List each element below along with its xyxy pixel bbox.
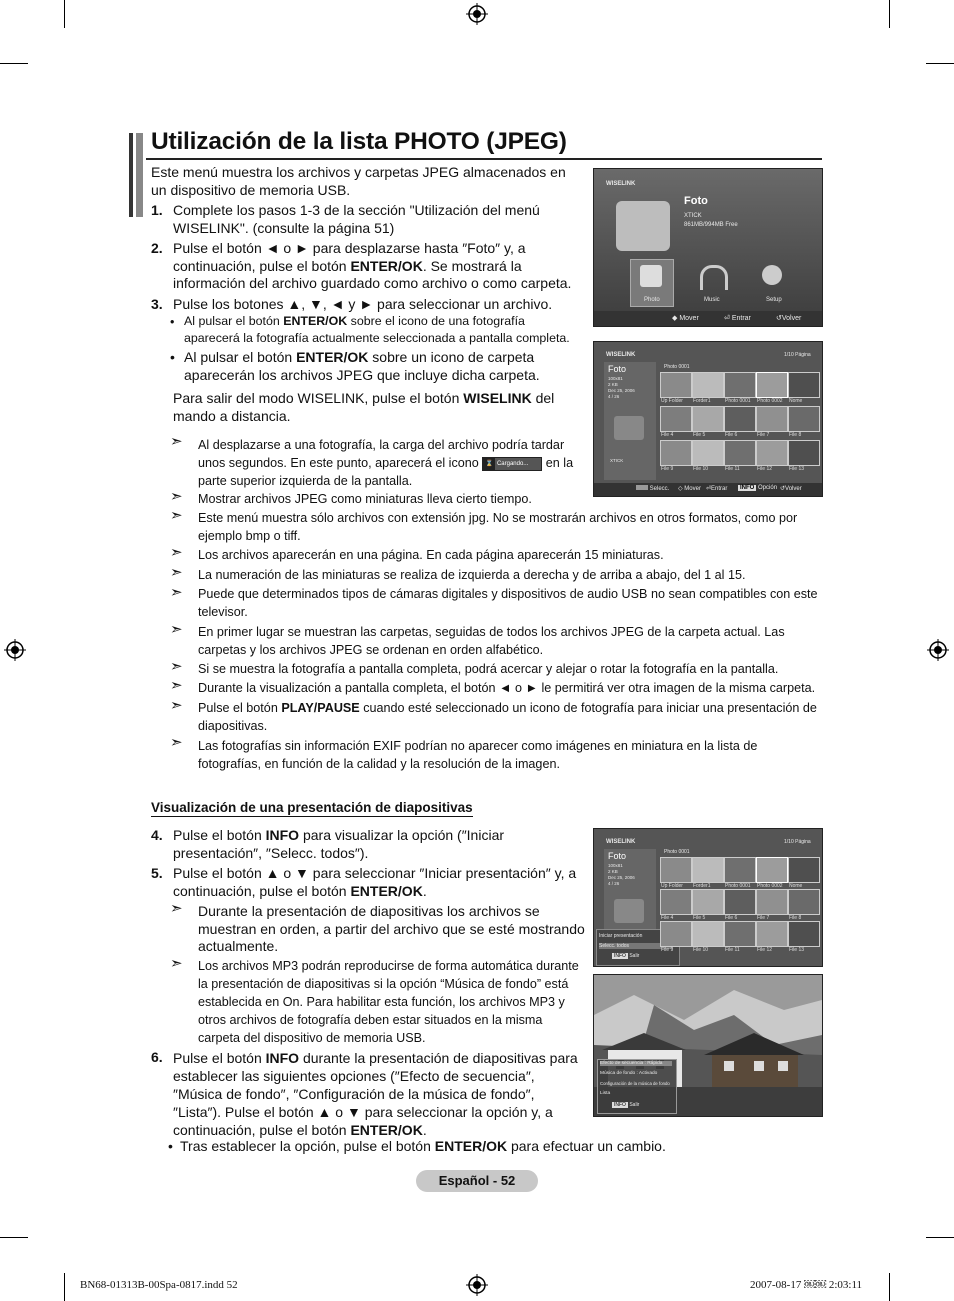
note-arrow-icon: ➣: [170, 734, 183, 751]
photo-thumbnail[interactable]: [756, 406, 788, 432]
note-text: Las fotografías sin información EXIF podrían no aparecer como imágenes en miniatura en la lista de fotografías, en función de la calidad y la resolución de la imagen.: [198, 739, 758, 771]
loading-indicator-icon: ⌛ Cargando...: [482, 457, 542, 471]
thumbnail-label: File 8: [789, 915, 802, 921]
thumbnail-label: File 6: [725, 432, 738, 438]
note-arrow-icon: ➣: [170, 900, 183, 917]
note-text: Mostrar archivos JPEG como miniaturas lleva cierto tiempo.: [198, 492, 532, 506]
menu-item-background-music[interactable]: Música de fondo : Activado: [600, 1071, 658, 1076]
thumbnail-label: Up Folder: [661, 883, 683, 889]
registration-mark-icon: [927, 639, 949, 661]
note-text: Durante la visualización a pantalla completa, el botón ◄ o ► le permitirá ver otra imagen de la misma carpeta.: [198, 681, 816, 695]
bullet-text: Al pulsar el botón ENTER/OK sobre el icono de una fotografía aparecerá la fotografía actualmente seleccionada a pantalla completa.: [184, 314, 570, 345]
step-number: 1.: [151, 202, 163, 218]
bullet-text: Al pulsar el botón ENTER/OK sobre un icono de carpeta aparecerán los archivos JPEG que incluye dicha carpeta.: [184, 349, 540, 383]
slug-left: BN68-01313B-00Spa-0817.indd 52: [80, 1279, 238, 1291]
step-number: 2.: [151, 240, 163, 256]
thumbnail-label: File 5: [693, 432, 706, 438]
thumbnail-label: File 8: [789, 432, 802, 438]
thumbnail-label: File 10: [693, 466, 709, 472]
photo-thumbnail[interactable]: [660, 889, 692, 915]
photo-thumbnail[interactable]: [660, 406, 692, 432]
step-text: Pulse el botón ▲ o ▼ para seleccionar ″Iniciar presentación″ y, a continuación, pulse el botón ENTER/OK.: [173, 865, 577, 899]
photo-thumbnail[interactable]: [756, 440, 788, 466]
photo-thumbnail[interactable]: [724, 857, 756, 883]
screenshot-slideshow-photo: [593, 974, 823, 1117]
step-text: Pulse el botón INFO para visualizar la opción (″Iniciar presentación″, ″Selecc. todos″).: [173, 827, 505, 861]
nav-option: INFO Opción: [740, 485, 778, 491]
step-number: 6.: [151, 1049, 163, 1065]
step-text: Complete los pasos 1-3 de la sección "Utilización del menú WISELINK". (consulte la página 51): [173, 202, 540, 236]
thumbnail-label: Up Folder: [661, 398, 683, 404]
title-accent-bar: [136, 133, 143, 217]
camera-icon: [614, 899, 644, 923]
note-arrow-icon: ➣: [170, 564, 183, 581]
nav-select: Selecc.: [636, 485, 669, 492]
registration-mark-icon: [466, 3, 488, 25]
photo-album-icon: [616, 201, 670, 251]
note-arrow-icon: ➣: [170, 621, 183, 638]
screenshot-photo-list: [593, 341, 823, 497]
nav-back: ↺Volver: [776, 315, 802, 322]
thumbnail-label: Nome: [789, 883, 803, 889]
camera-icon: [614, 416, 644, 440]
crop-mark: [0, 1237, 28, 1238]
note-text: Si se muestra la fotografía a pantalla completa, podrá acercar y alejar o rotar la fotografía en la pantalla.: [198, 662, 779, 676]
thumbnail-label: File 9: [661, 947, 674, 953]
note-text: Durante la presentación de diapositivas los archivos se muestran en orden, a partir del archivo que se esté mostrando actualmente.: [198, 903, 585, 954]
title-accent-bar: [129, 133, 133, 217]
crop-mark: [889, 1273, 890, 1301]
step-number: 3.: [151, 296, 163, 312]
bullet-marker: •: [170, 315, 175, 329]
nav-back: ↺Volver: [780, 486, 802, 492]
device-name: XTICK: [684, 213, 702, 219]
exit-note: Para salir del modo WISELINK, pulse el botón WISELINK del mando a distancia.: [173, 390, 555, 424]
note-arrow-icon: ➣: [170, 584, 183, 601]
thumbnail-label: File 5: [693, 915, 706, 921]
photo-thumbnail[interactable]: [788, 406, 820, 432]
intro-text: Este menú muestra los archivos y carpetas JPEG almacenados en un dispositivo de memoria USB.: [151, 164, 566, 198]
folder-path: Photo 0001: [664, 849, 690, 855]
crop-mark: [64, 0, 65, 28]
thumbnail-label: Nome: [789, 398, 803, 404]
step-text: Pulse el botón ◄ o ► para desplazarse hasta ″Foto″ y, a continuación, pulse el botón ENTER/OK. Se mostrará la información del archivo guardado como archivo o como carpeta.: [173, 240, 572, 291]
photo-thumbnail[interactable]: [660, 372, 692, 398]
photo-thumbnail[interactable]: [724, 440, 756, 466]
note-arrow-icon: ➣: [170, 677, 183, 694]
note-arrow-icon: ➣: [170, 544, 183, 561]
setup-tab-icon[interactable]: [762, 265, 782, 285]
thumbnail-label: File 7: [757, 432, 770, 438]
screen-heading: Foto: [608, 851, 627, 861]
photo-tab-icon: [640, 265, 662, 287]
thumbnail-label: File 12: [757, 466, 773, 472]
menu-item-transition-effect[interactable]: Efecto de secuencia : Rápida: [600, 1061, 672, 1066]
photo-thumbnail[interactable]: [724, 889, 756, 915]
photo-thumbnail[interactable]: [692, 440, 724, 466]
note-arrow-icon: ➣: [170, 488, 183, 505]
step-number: 4.: [151, 827, 163, 843]
thumbnail-label: Forder1: [693, 398, 711, 404]
thumbnail-label: File 13: [789, 947, 805, 953]
bullet-text: Tras establecer la opción, pulse el botón ENTER/OK para efectuar un cambio.: [180, 1138, 666, 1154]
note-arrow-icon: ➣: [170, 433, 183, 450]
registration-mark-icon: [466, 1274, 488, 1296]
crop-mark: [926, 63, 954, 64]
note-text: En primer lugar se muestran las carpetas, seguidas de todos los archivos JPEG de la carpeta actual. Las carpetas y los archivos JPEG se ordenan en orden alfabético.: [198, 625, 785, 657]
wiselink-logo: WISELINK: [606, 839, 636, 845]
bullet-marker: •: [168, 1138, 173, 1154]
photo-thumbnail[interactable]: [724, 921, 756, 947]
music-tab-label: Music: [704, 297, 720, 303]
setup-tab-label: Setup: [766, 297, 782, 303]
folder-path: Photo 0001: [664, 364, 690, 370]
wiselink-logo: WISELINK: [606, 181, 636, 187]
bullet-marker: •: [170, 349, 175, 365]
nav-enter: ⏎Entrar: [706, 486, 728, 492]
menu-item-music-settings[interactable]: Configuración de la música de fondo: [600, 1081, 670, 1086]
photo-tab-label: Photo: [644, 297, 660, 303]
menu-exit[interactable]: INFO Salir: [614, 1102, 640, 1108]
photo-thumbnail[interactable]: [756, 889, 788, 915]
thumbnail-label: Photo 0001: [725, 398, 751, 404]
menu-item-select-all[interactable]: Selecc. todos: [599, 943, 673, 949]
thumbnail-label: File 6: [725, 915, 738, 921]
page-title: Utilización de la lista PHOTO (JPEG): [151, 128, 567, 155]
photo-thumbnail[interactable]: [788, 889, 820, 915]
nav-move: ◆ Mover: [672, 315, 699, 322]
photo-thumbnail[interactable]: [756, 921, 788, 947]
thumbnail-label: File 4: [661, 432, 674, 438]
photo-thumbnail[interactable]: [756, 372, 788, 398]
thumbnail-label: Forder1: [693, 883, 711, 889]
device-name: XTICK: [610, 458, 624, 463]
nav-enter: ⏎ Entrar: [724, 315, 751, 322]
photo-thumbnail[interactable]: [660, 921, 692, 947]
photo-thumbnail[interactable]: [660, 857, 692, 883]
title-rule: [146, 158, 822, 160]
thumbnail-label: File 13: [789, 466, 805, 472]
step-text: Pulse los botones ▲, ▼, ◄ y ► para seleccionar un archivo.: [173, 296, 553, 312]
menu-item-list[interactable]: Lista: [600, 1091, 611, 1096]
photo-thumbnail[interactable]: [692, 857, 724, 883]
page-number: Español - 52: [438, 1173, 516, 1188]
photo-thumbnail[interactable]: [692, 889, 724, 915]
photo-thumbnail[interactable]: [724, 372, 756, 398]
device-space: 861MB/994MB Free: [684, 222, 738, 228]
photo-thumbnail[interactable]: [692, 372, 724, 398]
note-text: Los archivos MP3 podrán reproducirse de forma automática durante la presentación de diapositivas si la opción “Música de fondo” está establecida en On. Para habilitar esta función, los archivos MP3 y otros archivos de fotografía deben estar situados en la misma carpeta del dispositivo de memoria USB.: [198, 959, 579, 1045]
photo-thumbnail[interactable]: [756, 857, 788, 883]
wiselink-logo: WISELINK: [606, 352, 636, 358]
note-text: La numeración de las miniaturas se realiza de izquierda a derecha y de arriba a abajo, del 1 al 15.: [198, 568, 746, 582]
thumbnail-label: Photo 0001: [725, 883, 751, 889]
screen-heading: Foto: [684, 195, 708, 207]
photo-thumbnail[interactable]: [660, 440, 692, 466]
screenshot-wiselink-main: [593, 168, 823, 327]
photo-thumbnail[interactable]: [788, 440, 820, 466]
menu-item-start-slideshow[interactable]: Iniciar presentación: [599, 933, 643, 939]
screen-heading: Foto: [608, 364, 627, 374]
photo-thumbnail[interactable]: [692, 406, 724, 432]
photo-thumbnail[interactable]: [788, 921, 820, 947]
file-info: 100x81 2 KB Dec 25, 2006 4 / 26: [608, 863, 635, 886]
menu-exit[interactable]: INFO Salir: [614, 953, 640, 959]
note-arrow-icon: ➣: [170, 697, 183, 714]
screenshot-slideshow-options: [593, 828, 823, 967]
thumbnail-label: File 11: [725, 947, 740, 953]
note-text: Pulse el botón PLAY/PAUSE cuando esté seleccionado un icono de fotografía para iniciar una presentación de diapositivas.: [198, 701, 817, 733]
thumbnail-label: File 9: [661, 466, 674, 472]
crop-mark: [926, 1237, 954, 1238]
note-arrow-icon: ➣: [170, 658, 183, 675]
thumbnail-label: File 12: [757, 947, 773, 953]
thumbnail-label: File 7: [757, 915, 770, 921]
photo-thumbnail[interactable]: [788, 857, 820, 883]
photo-thumbnail[interactable]: [692, 921, 724, 947]
nav-move: ◇ Mover: [678, 486, 701, 492]
note-text: Los archivos aparecerán en una página. En cada página aparecerán 15 miniaturas.: [198, 548, 664, 562]
photo-thumbnail[interactable]: [724, 406, 756, 432]
crop-mark: [0, 63, 28, 64]
slug-right: 2007-08-17 ￼￼ 2:03:11: [750, 1279, 863, 1291]
step-number: 5.: [151, 865, 163, 881]
photo-thumbnail[interactable]: [788, 372, 820, 398]
registration-mark-icon: [4, 639, 26, 661]
thumbnail-label: Photo 0002: [757, 398, 783, 404]
crop-mark: [64, 1273, 65, 1301]
note-text: Este menú muestra sólo archivos con extensión jpg. No se mostrarán archivos en otros formatos, como por ejemplo bmp o tiff.: [198, 511, 798, 543]
file-info: 100x81 2 KB Dec 25, 2006 4 / 26: [608, 376, 635, 399]
note-text: Puede que determinados tipos de cámaras digitales y dispositivos de audio USB no sean compatibles con este televisor.: [198, 587, 818, 619]
step-text: Pulse el botón INFO durante la presentación de diapositivas para establecer las siguientes opciones (″Efecto de secuencia″, ″Música de fondo″, ″Configuración de la música de fondo″, ″Lista″). Pulse el botón ▲ o ▼ para seleccionar la opción y, a continuación, pulse el botón ENTER/OK.: [173, 1050, 578, 1138]
note-arrow-icon: ➣: [170, 507, 183, 524]
crop-mark: [889, 0, 890, 28]
thumbnail-label: File 11: [725, 466, 740, 472]
note-arrow-icon: ➣: [170, 955, 183, 972]
thumbnail-label: File 4: [661, 915, 674, 921]
note-text: Al desplazarse a una fotografía, la carga del archivo podría tardar unos segundos. En este punto, aparecerá el icono ⌛ Cargando... en la parte superior izquierda de la pantalla.: [198, 438, 574, 488]
page-indicator: 1/10 Página: [784, 352, 811, 358]
thumbnail-label: Photo 0002: [757, 883, 783, 889]
thumbnail-label: File 10: [693, 947, 709, 953]
music-tab-icon[interactable]: [700, 265, 728, 290]
section-subheading: Visualización de una presentación de diapositivas: [151, 800, 473, 815]
page-indicator: 1/10 Página: [784, 839, 811, 845]
